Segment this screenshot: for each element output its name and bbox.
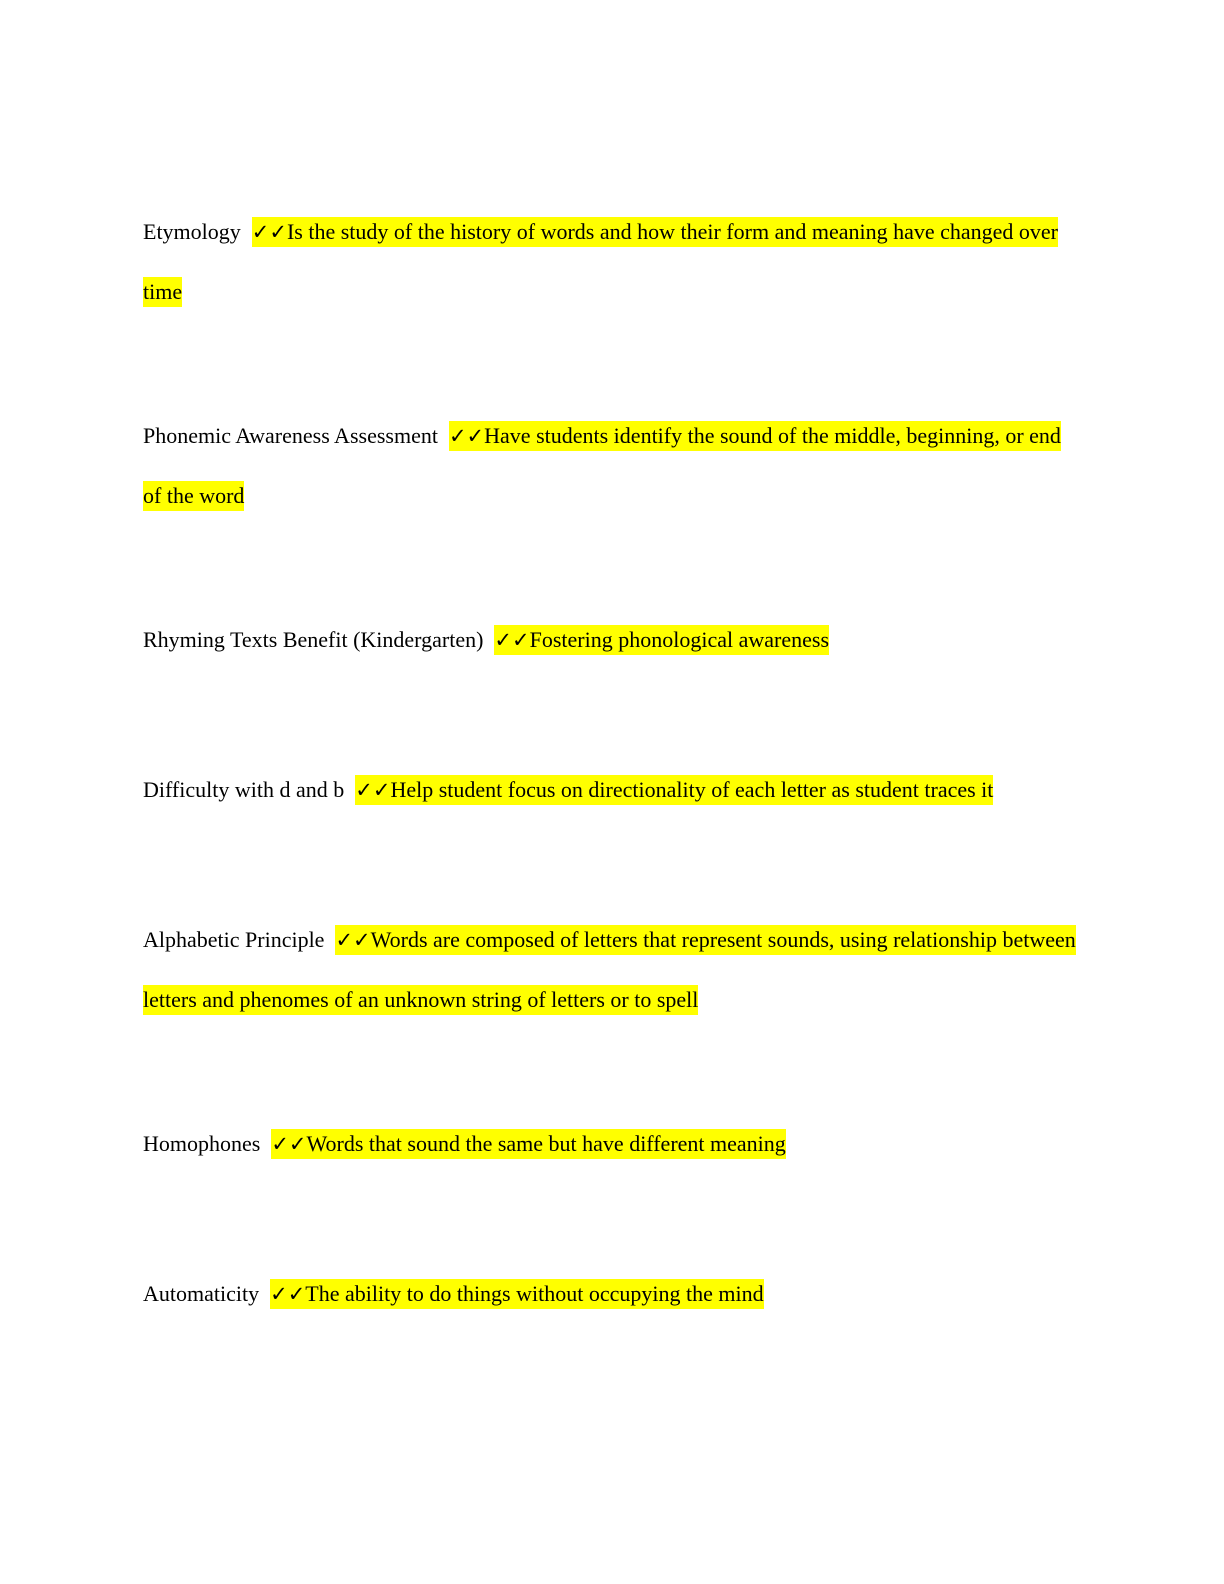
double-check-icon: ✓✓ — [270, 1282, 306, 1306]
entry-definition-highlight — [143, 217, 1058, 307]
entry-term: Rhyming Texts Benefit (Kindergarten) — [143, 627, 489, 652]
entry-term: Automaticity — [143, 1281, 265, 1306]
flashcard-entry — [143, 202, 1083, 321]
entry-definition-highlight — [494, 625, 829, 655]
entry-definition-highlight — [355, 775, 993, 805]
double-check-icon: ✓✓ — [251, 220, 287, 244]
double-check-icon: ✓✓ — [494, 628, 530, 652]
double-check-icon: ✓✓ — [448, 424, 485, 448]
entry-definition: Words that sound the same but have different meaning — [306, 1131, 786, 1156]
double-check-icon: ✓✓ — [355, 778, 391, 802]
flashcard-entry — [143, 1264, 1083, 1324]
flashcard-entry — [143, 760, 1083, 820]
entry-term: Etymology — [143, 219, 247, 244]
entry-definition: Have students identify the sound of the middle, beginning, or end of the word — [143, 423, 1061, 508]
entry-term: Homophones — [143, 1131, 266, 1156]
entry-definition: Is the study of the history of words and how their form and meaning have changed over time — [143, 219, 1059, 304]
entry-term: Difficulty with d and b — [143, 777, 350, 802]
entry-definition: The ability to do things without occupying the mind — [305, 1281, 764, 1306]
entry-term: Alphabetic Principle — [143, 927, 330, 952]
entry-definition: Words are composed of letters that represent sounds, using relationship between letters and phenomes of an unknown string of letters or to spell — [143, 927, 1076, 1012]
entry-definition-highlight — [270, 1279, 764, 1309]
flashcard-entry — [143, 1114, 1083, 1174]
entry-definition-highlight — [271, 1129, 785, 1159]
flashcard-entry — [143, 910, 1083, 1029]
flashcard-entry — [143, 406, 1083, 525]
entry-term: Phonemic Awareness Assessment — [143, 423, 444, 448]
entry-definition: Fostering phonological awareness — [529, 627, 829, 652]
entry-definition: Help student focus on directionality of each letter as student traces it — [390, 777, 994, 802]
double-check-icon: ✓✓ — [335, 928, 371, 952]
double-check-icon: ✓✓ — [271, 1132, 307, 1156]
flashcard-entry — [143, 610, 1083, 670]
